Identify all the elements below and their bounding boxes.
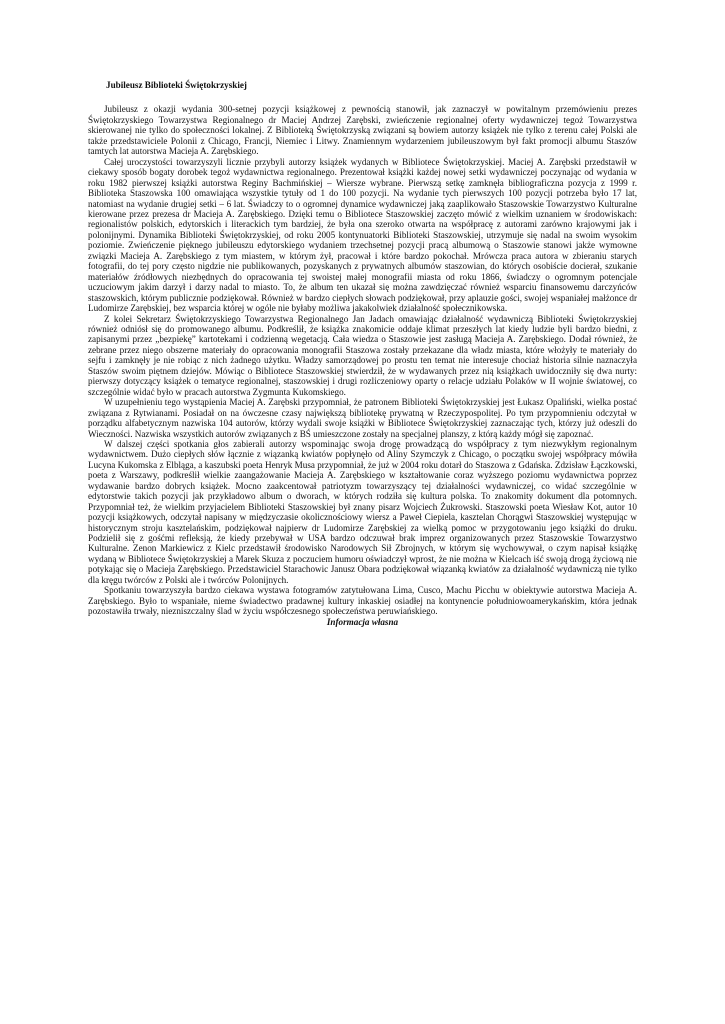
article-title: Jubileusz Biblioteki Świętokrzyskiej	[106, 80, 247, 90]
paragraph-1: Jubileusz z okazji wydania 300-setnej pozycji książkowej z pewnością stanowił, jak zaznaczył w powitalnym przemówieniu prezes Świętokrzyskiego Towarzystwa Regionalnego dr Maciej Andrzej Zarębski, zwieńczenie regionalnej oferty wydawniczej tegoż Towarzystwa skierowanej nie tylko do społeczności lokalnej. Z Biblioteką Świętokrzyską związani są bowiem autorzy książek nie tylko z terenu całej Polski ale także przedstawiciele Polonii z Chicago, Francji, Niemiec i Litwy. Znamiennym wydarzeniem jubileuszowym był fakt promocji albumu Staszów tamtych lat autorstwa Macieja A. Zarębskiego.	[88, 104, 637, 157]
paragraph-5: W dalszej części spotkania głos zabierali autorzy wspominając swoja drogę prowadzącą do współpracy z tym niezwykłym regionalnym wydawnictwem. Dużo ciepłych słów łącznie z wiązanką kwiatów popłynęło od Aliny Szymczyk z Chicago, o początku swojej współpracy mówiła Lucyna Kukomska z Elbląga, a kaszubski poeta Henryk Musa przypomniał, że już w 2004 roku dotarł do Staszowa z Gdańska. Zdzisław Łączkowski, poeta z Warszawy, podkreślił wielkie zaangażowanie Macieja A. Zarębskiego w kształtowanie coraz wyższego poziomu wydawnictwa poprzez wydawanie bardzo dobrych książek. Mocno zaakcentował patriotyzm towarzyszący tej działalności wydawniczej, co widać szczególnie w edytorstwie takich pozycji jak przykładowo album o dworach, w których rodziła się kultura polska. To znakomity dokument dla potomnych. Przypomniał też, że wielkim przyjacielem Biblioteki Staszowskiej był znany pisarz Wojciech Żukrowski. Staszowski poeta Wiesław Kot, autor 10 pozycji książkowych, odczytał napisany w międzyczasie okolicznościowy wiersz a Paweł Ciepiela, kasztelan Chorągwi Staszowskiej występując w historycznym stroju kasztelańskim, podziękował najpierw dr Ludomirze Zarębskiej za wielką pomoc w przygotowaniu jego książki do druku. Podzielił się z gośćmi refleksją, że kiedy przebywał w USA bardzo odczuwał brak imprez organizowanych przez Staszowskie Towarzystwo Kulturalne. Zenon Markiewicz z Kielc przedstawił środowisko Narodowych Sił Zbrojnych, w którym się wychowywał, o czym napisał książkę wydaną w Bibliotece Świętokrzyskiej a Marek Skuza z poczuciem humoru oświadczył wprost, że nie można w Kielcach iść swoją drogą życiową nie potykając się o Macieja Zarębskiego. Przedstawiciel Starachowic Janusz Obara podziękował wiązanką kwiatów za działalność wydawniczą nie tylko dla kręgu twórców z Polski ale i twórców Polonijnych.	[88, 438, 637, 585]
paragraph-6: Spotkaniu towarzyszyła bardzo ciekawa wystawa fotogramów zatytułowana Lima, Cusco, Machu Picchu w obiektywie autorstwa Macieja A. Zarębskiego. Było to wspaniałe, nieme świadectwo pradawnej kultury inkaskiej osiadłej na kontynencie południowoamerykańskim, która jednak pozostawiła trwały, niezniszczalny ślad w życiu współczesnego społeczeństwa peruwiańskiego.	[88, 585, 637, 617]
paragraph-2: Całej uroczystości towarzyszyli licznie przybyli autorzy książek wydanych w Bibliotece Świętokrzyskiej. Maciej A. Zarębski przedstawił w ciekawy sposób bogaty dorobek tegoż wydawnictwa regionalnego. Prezentował książki każdej nowej setki wydawniczej poczynając od wydania w roku 1982 pierwszej książki autorstwa Reginy Bachmińskiej – Wiersze wybrane. Pierwszą setkę zamknęła bibliograficzna pozycja z 1999 r. Biblioteka Staszowska 100 omawiająca wszystkie tytuły od 1 do 100 pozycji. Na wydanie tych pierwszych 100 pozycji potrzeba było 17 lat, natomiast na wydanie drugiej setki – 6 lat. Świadczy to o ogromnej dynamice wydawniczej jaką zaaplikowało Staszowskie Towarzystwo Kulturalne kierowane przez prezesa dr Macieja A. Zarębskiego. Dzięki temu o Bibliotece Staszowskiej zaczęto mówić z wielkim uznaniem w środowiskach: regionalistów polskich, edytorskich i literackich tym bardziej, że była ona szeroko otwarta na współpracę z autorami zarówno krajowymi jak i polonijnymi. Dynamika Biblioteki Świętokrzyskiej, od roku 2005 kontynuatorki Biblioteki Staszowskiej, utrzymuje się nadal na swoim wysokim poziomie. Zwieńczenie pięknego jubileuszu edytorskiego wydaniem trzechsetnej pozycji pracą albumową o Staszowie stanowi jakże wymowne związki Macieja A. Zarębskiego z tym miastem, w którym żył, pracował i które bardzo pokochał. Mrówcza praca autora w zbieraniu starych fotografii, do tej pory często nigdzie nie publikowanych, pozyskanych z prywatnych albumów staszowian, do których osobiście docierał, szukanie materiałów źródłowych niezbędnych do opracowania tej swoistej małej monografii miasta od roku 1866, świadczy o ogromnym potencjale uczuciowym jakim darzył i darzy nadal to miasto. To, że album ten ukazał się można zawdzięczać również wsparciu finansowemu darczyńców staszowskich, którym publicznie podziękował. Również w bardzo ciepłych słowach podziękował, przy aplauzie gości, swojej wspaniałej małżonce dr Ludomirze Zarębskiej, bez wsparcia której w ogóle nie byłaby możliwa jakakolwiek działalność społecznikowska.	[88, 156, 637, 314]
paragraph-4: W uzupełnieniu tego wystąpienia Maciej A. Zarębski przypomniał, że patronem Biblioteki Świętokrzyskiej jest Łukasz Opaliński, wielka postać związana z Rytwianami. Posiadał on na ówczesne czasy największą bibliotekę prywatną w Rzeczypospolitej. Po tym przypomnieniu odczytał w porządku alfabetycznym nazwiska 104 autorów, którzy wydali swoje książki w Bibliotece Świętokrzyskiej zaznaczając tych, którzy już odeszli do Wieczności. Nazwiska wszystkich autorów związanych z BŚ umieszczone zostały na specjalnej planszy, z którą każdy mógł się zapoznać.	[88, 397, 637, 439]
paragraph-3: Z kolei Sekretarz Świętokrzyskiego Towarzystwa Regionalnego Jan Jadach omawiając działalność wydawniczą Biblioteki Świętokrzyskiej również odniósł się do promowanego albumu. Podkreślił, że książka znakomicie oddaje klimat przeszłych lat kiedy ludzie byli bardzo biedni, z zapisanymi przez „bezpiekę” kartotekami i codzienną wegetacją. Cała wiedza o Staszowie jest zasługą Macieja A. Zarębskiego. Dodał również, że zebrane przez niego obszerne materiały do opracowania monografii Staszowa zostały przekazane dla władz miasta, które włożyły te materiały do sejfu i zamknęły je nie robiąc z nich żadnego użytku. Władzy samorządowej po prostu ten temat nie interesuje chociaż historia silnie naznaczyła Staszów swoim piętnem dziejów. Mówiąc o Bibliotece Staszowskiej stwierdził, że w wydawanych przez nią książkach uwidoczniły się dwa nurty: pierwszy dotyczący książek o tematyce regionalnej, staszowskiej i drugi rozliczeniowy oparty o relacje udziału Polaków w II wojnie światowej, co szczególnie widać było w pracach autorstwa Zygmunta Kukomskiego.	[88, 313, 637, 397]
article	[88, 80, 637, 627]
article-signature: Informacja własna	[326, 616, 399, 627]
